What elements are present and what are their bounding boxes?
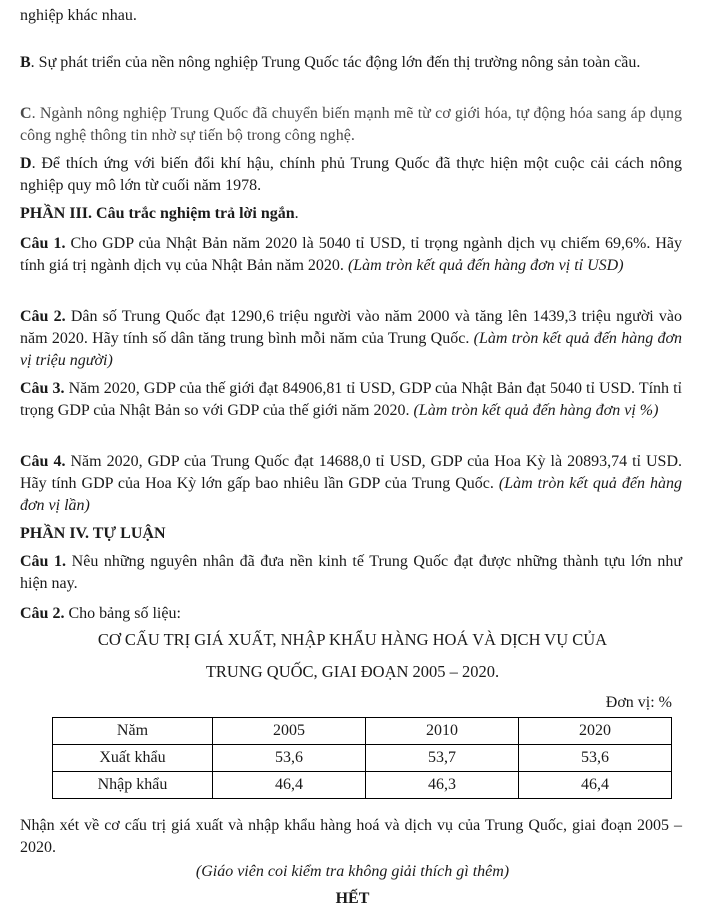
question-label: Câu 3. [20, 380, 65, 397]
question-label: Câu 1. [20, 235, 66, 252]
table-row [53, 745, 672, 772]
question-note: (Làm tròn kết quả đến hàng đơn vị tỉ USD) [347, 257, 624, 274]
table-row [53, 772, 672, 799]
question-text: Cho bảng số liệu: [64, 605, 181, 622]
table-cell: Nhập khẩu [53, 772, 213, 799]
option-b-letter: B [20, 54, 31, 71]
question-note: (Làm tròn kết quả đến hàng đơn vị %) [413, 402, 659, 419]
footer-note-text: (Giáo viên coi kiểm tra không giải thích gì thêm) [195, 863, 510, 880]
question-text: Nêu những nguyên nhân đã đưa nền kinh tế Trung Quốc đạt được những thành tựu lớn như hiện nay. [20, 553, 682, 592]
part3-heading-end: . [294, 205, 299, 222]
option-c-text: . Ngành nông nghiệp Trung Quốc đã chuyển biến mạnh mẽ từ cơ giới hóa, tự động hóa sang áp dụng công nghệ thông tin nhờ sự tiến bộ trong công nghệ. [20, 105, 682, 144]
question-text: Cho GDP của Nhật Bản năm 2020 là 5040 tỉ USD, tỉ trọng ngành dịch vụ chiếm 69,6%. Hãy tính giá trị ngành dịch vụ của Nhật Bản năm 2020. [20, 235, 682, 274]
table-header-cell: 2020 [518, 718, 671, 745]
table-prompt: Nhận xét về cơ cấu trị giá xuất và nhập khẩu hàng hoá và dịch vụ của Trung Quốc, giai đoạn 2005 – 2020. [20, 817, 682, 856]
part4-heading [20, 523, 166, 545]
part4-question-1 [20, 551, 682, 595]
part4-question-2 [20, 603, 181, 625]
option-d [20, 153, 682, 197]
end-marker-text: HẾT [335, 890, 370, 907]
table-cell: Xuất khẩu [53, 745, 213, 772]
question-label: Câu 2. [20, 308, 66, 325]
table-cell: 46,3 [365, 772, 518, 799]
option-d-letter: D [20, 155, 32, 172]
option-b-text: . Sự phát triển của nền nông nghiệp Trung Quốc tác động lớn đến thị trường nông sản toàn cầu. [30, 54, 641, 71]
part3-question-2 [20, 306, 682, 372]
part3-question-4 [20, 451, 682, 517]
question-note: (Làm tròn kết quả đến hàng đơn vị triệu người) [20, 330, 683, 369]
table-header-cell: 2010 [365, 718, 518, 745]
option-d-text: . Để thích ứng với biến đổi khí hậu, chính phủ Trung Quốc đã thực hiện một cuộc cải cách nông nghiệp quy mô lớn từ cuối năm 1978. [20, 155, 682, 194]
table-cell: 53,7 [365, 745, 518, 772]
unit-label: Đơn vị: % [605, 694, 672, 711]
footer-note [0, 863, 705, 881]
continuation-text: nghiệp khác nhau. [20, 7, 137, 24]
part3-heading-text: PHẦN III. Câu trắc nghiệm trả lời ngắn [20, 205, 295, 222]
table-cell: 53,6 [518, 745, 671, 772]
table-title-line-1: CƠ CẤU TRỊ GIÁ XUẤT, NHẬP KHẨU HÀNG HOÁ VÀ DỊCH VỤ CỦA [97, 630, 608, 649]
question-note: (Làm tròn kết quả đến hàng đơn vị lần) [20, 475, 682, 514]
option-b [20, 52, 682, 74]
table-cell: 53,6 [212, 745, 365, 772]
table-header-cell: 2005 [212, 718, 365, 745]
option-c-letter: C [20, 105, 32, 122]
part3-question-1 [20, 233, 682, 277]
question-text: Dân số Trung Quốc đạt 1290,6 triệu người vào năm 2000 và tăng lên 1439,3 triệu người vào năm 2020. Hãy tính số dân tăng trung bình mỗi năm của Trung Quốc. [20, 308, 683, 347]
table-title-line-2: TRUNG QUỐC, GIAI ĐOẠN 2005 – 2020. [205, 662, 500, 681]
question-text: Năm 2020, GDP của thế giới đạt 84906,81 tỉ USD, GDP của Nhật Bản đạt 5040 tỉ USD. Tính tỉ trọng GDP của Nhật Bản so với GDP của thế giới năm 2020. [20, 380, 683, 419]
table-cell: 46,4 [212, 772, 365, 799]
option-c [20, 103, 682, 147]
table-header-cell: Năm [53, 718, 213, 745]
question-label: Câu 2. [20, 605, 65, 622]
part4-heading-text: PHẦN IV. TỰ LUẬN [20, 525, 166, 542]
question-label: Câu 4. [20, 453, 66, 470]
table-cell: 46,4 [518, 772, 671, 799]
end-marker [0, 890, 705, 908]
question-text: Năm 2020, GDP của Trung Quốc đạt 14688,0 tỉ USD, GDP của Hoa Kỳ là 20893,74 tỉ USD. Hãy tính GDP của Hoa Kỳ lớn gấp bao nhiêu lần GDP của Trung Quốc. [20, 453, 683, 492]
data-table [52, 717, 672, 799]
part3-heading [20, 203, 299, 225]
question-label: Câu 1. [20, 553, 67, 570]
part3-question-3 [20, 378, 682, 422]
table-header-row [53, 718, 672, 745]
